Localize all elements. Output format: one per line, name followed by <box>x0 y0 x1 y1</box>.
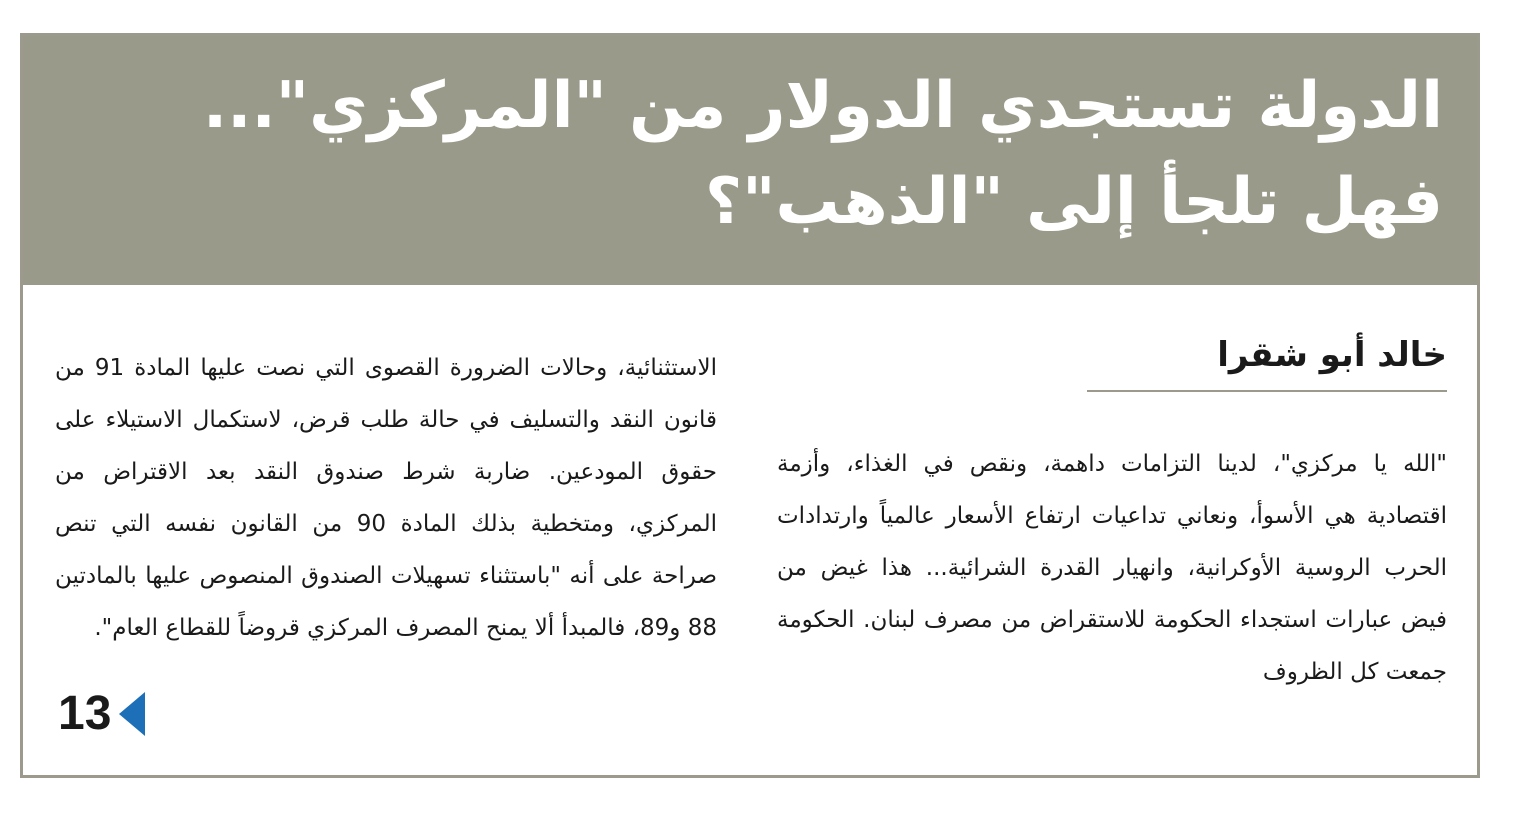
triangle-left-icon <box>119 692 145 736</box>
headline-band <box>23 36 1477 285</box>
article-frame <box>20 33 1480 778</box>
page-badge <box>58 686 145 742</box>
headline: الدولة تستجدي الدولار من "المركزي"... فهل تلجأ إلى "الذهب"؟ <box>202 69 1443 239</box>
article-column-left: الاستثنائية، وحالات الضرورة القصوى التي نصت عليها المادة 91 من قانون النقد والتسليف في حالة طلب قرض، لاستكمال الاستيلاء على حقوق المودعين. ضاربة شرط صندوق النقد بعد الاقتراض من المركزي، ومتخطية بذلك المادة 90 من القانون نفسه التي تنص صراحة على أنه "باستثناء تسهيلات الصندوق المنصوص عليها بالمادتين 88 و89، فالمبدأ ألا يمنح المصرف المركزي قروضاً للقطاع العام". <box>55 355 718 641</box>
article-column-right: "الله يا مركزي"، لدينا التزامات داهمة، ونقص في الغذاء، وأزمة اقتصادية هي الأسوأ، ونعاني تداعيات ارتفاع الأسعار عالمياً وارتدادات الحرب الروسية الأوكرانية، وانهيار القدرة الشرائية... هذا غيض من فيض عبارات استجداء الحكومة للاستقراض من مصرف لبنان. الحكومة جمعت كل الظروف <box>777 451 1447 685</box>
page-number: 13 <box>58 687 112 740</box>
byline: خالد أبو شقرا <box>1087 332 1447 392</box>
